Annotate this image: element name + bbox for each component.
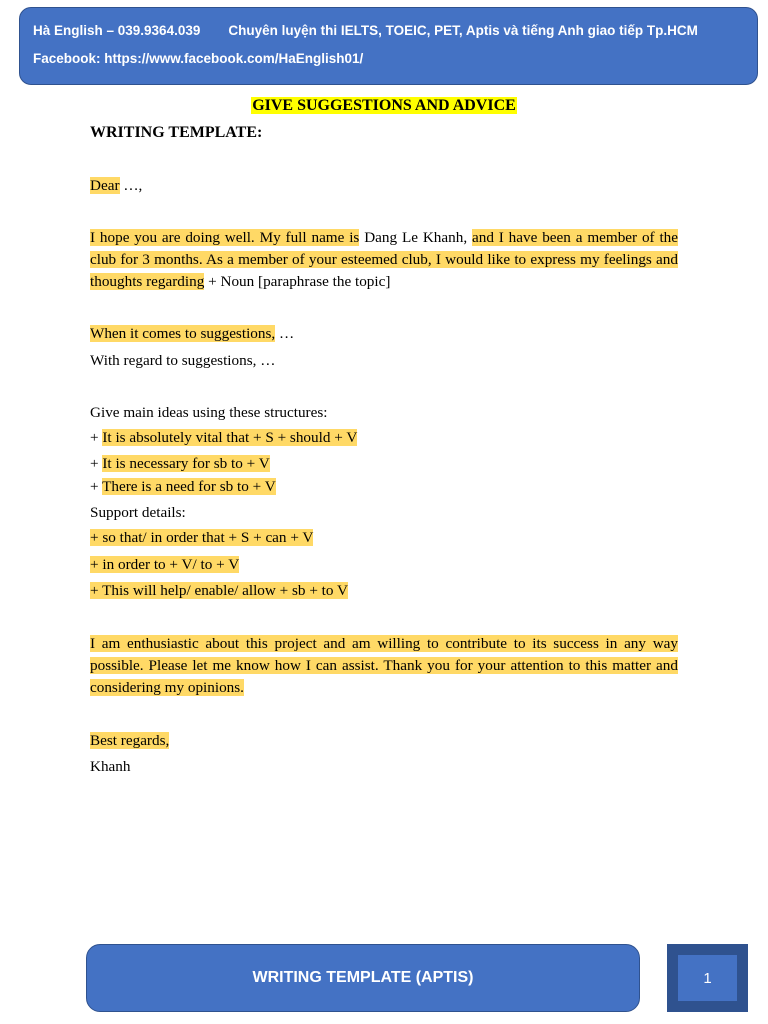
support-item [90,555,239,575]
support-heading: Support details: [90,504,186,521]
page-number: 1 [678,955,737,1001]
document-title [0,97,768,115]
intro-part-b: and I have been a member of the club for 3 months. As a member of your esteemed club, I would like to express my feelings and thoughts regarding [90,229,679,290]
support-item [90,528,313,548]
header-contact-line [33,23,698,38]
section-title: WRITING TEMPLATE: [90,124,263,141]
suggestion-opener-2: With regard to suggestions, … [90,352,276,369]
footer-label: WRITING TEMPLATE (APTIS) [252,969,474,986]
suggestion-opener-1-text: When it comes to suggestions, [90,325,276,342]
closing-text: I am enthusiastic about this project and am willing to contribute to its success in any way possible. Please let me know how I can assist. Thank you for your attention to this matter and considering my opinions. [90,635,678,696]
page-number-box [667,944,748,1012]
structure-prefix: + [90,478,103,495]
intro-part-a: I hope you are doing well. My full name is [90,229,360,246]
suggestion-opener-1-rest: … [275,325,295,342]
suggestion-opener-1 [90,324,294,344]
structure-prefix: + [90,429,103,446]
structure-text: It is necessary for sb to + V [102,455,270,472]
header-contact: Hà English – 039.9364.039 [33,23,201,38]
header-tagline: Chuyên luyện thi IELTS, TOEIC, PET, Aptis và tiếng Anh giao tiếp Tp.HCM [228,23,698,38]
support-text: + This will help/ enable/ allow + sb + to V [90,582,348,599]
structure-text: There is a need for sb to + V [102,478,276,495]
intro-name: Dang Le Khanh, [359,229,472,246]
intro-part-c: + Noun [paraphrase the topic] [204,273,391,290]
support-text: + so that/ in order that + S + can + V [90,529,314,546]
intro-paragraph [90,227,678,293]
signature: Khanh [90,758,131,775]
header-facebook: Facebook: https://www.facebook.com/HaEnglish01/ [33,51,364,66]
structure-prefix: + [90,455,103,472]
sign-off-line [90,731,169,751]
greeting-rest: …, [119,177,143,194]
structure-item [90,477,276,497]
closing-paragraph [90,633,678,699]
footer-banner [86,944,640,1012]
greeting-line [90,176,142,196]
sign-off: Best regards, [90,732,170,749]
structure-item [90,428,357,448]
header-banner [19,7,758,85]
structure-item [90,454,270,474]
structure-text: It is absolutely vital that + S + should + V [102,429,358,446]
support-item [90,581,348,601]
greeting: Dear [90,177,120,194]
main-ideas-heading: Give main ideas using these structures: [90,404,328,421]
document-title-text: GIVE SUGGESTIONS AND ADVICE [252,97,516,114]
support-text: + in order to + V/ to + V [90,556,240,573]
